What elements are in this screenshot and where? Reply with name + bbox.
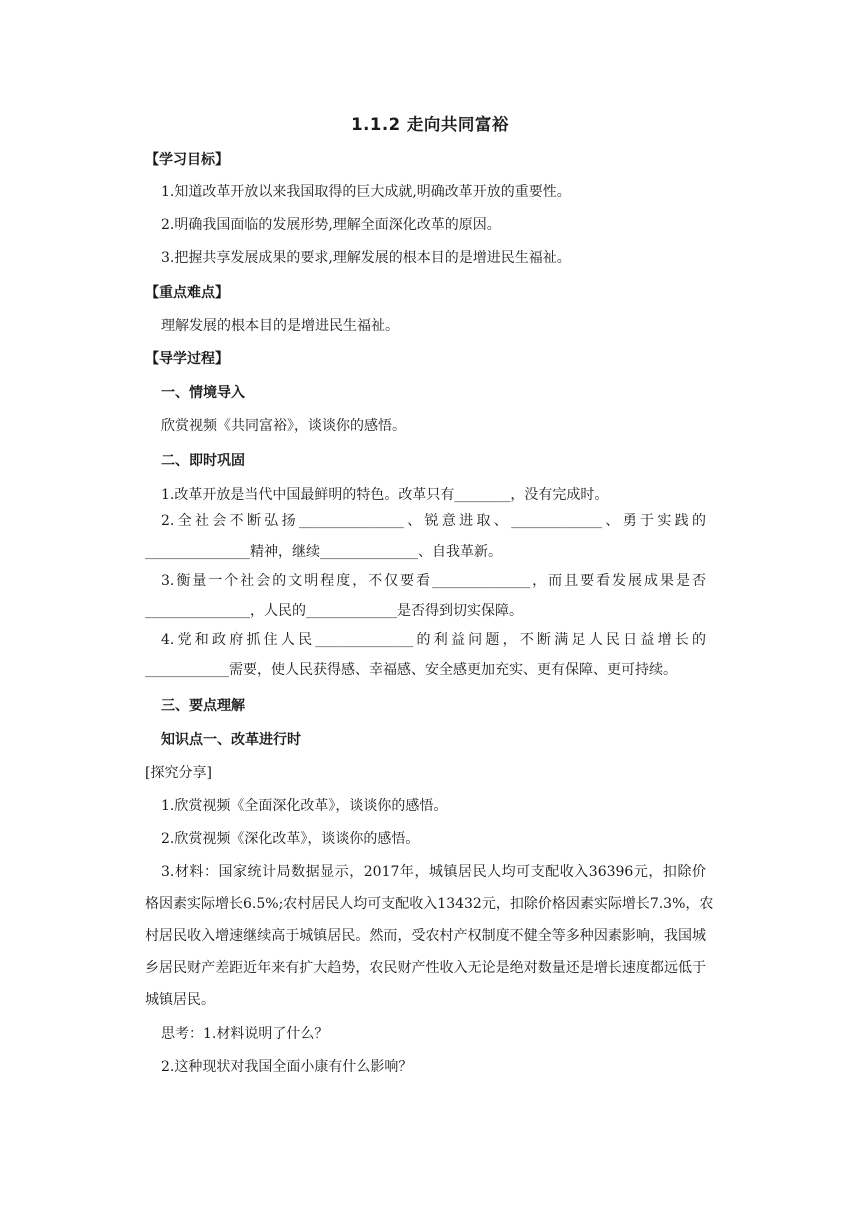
goal-item-3: 3.把握共享发展成果的要求,理解发展的根本目的是增进民生福祉。 [161,250,571,266]
part3-heading: 三、要点理解 [161,698,245,714]
question-4-line-1: 4.党和政府抓住人民______________的利益问题，不断满足人民日益增长的 [161,632,706,648]
question-2-line-1: 2.全社会不断弘扬_______________、锐意进取、_____________、勇于实践的 [161,513,706,529]
part1-text: 欣赏视频《共同富裕》，谈谈你的感悟。 [161,418,406,434]
goal-item-2: 2.明确我国面临的发展形势,理解全面深化改革的原因。 [161,217,501,233]
question-1: 1.改革开放是当代中国最鲜明的特色。改革只有________，没有完成时。 [161,487,609,503]
key-point-text: 理解发展的根本目的是增进民生福祉。 [161,318,399,334]
page-title: 1.1.2 走向共同富裕 [351,115,509,134]
goal-item-1: 1.知道改革开放以来我国取得的巨大成就,明确改革开放的重要性。 [161,184,571,200]
material-line-1: 3.材料：国家统计局数据显示，2017年，城镇居民人均可支配收入36396元，扣除价 [161,864,706,880]
think-question-2: 2.这种现状对我国全面小康有什么影响？ [161,1059,413,1075]
knowledge-point-1-heading: 知识点一、改革进行时 [161,732,301,748]
material-line-2: 格因素实际增长6.5%;农村居民人均可支配收入13432元，扣除价格因素实际增长7.3%，农 [145,896,714,912]
explore-item-1: 1.欣赏视频《全面深化改革》，谈谈你的感悟。 [161,798,448,814]
part1-heading: 一、情境导入 [161,385,245,401]
section-heading-key-points: 【重点难点】 [145,285,229,301]
material-line-5: 城镇居民。 [145,992,215,1008]
question-3-line-1: 3.衡量一个社会的文明程度，不仅要看______________，而且要看发展成果是否 [161,573,706,589]
part2-heading: 二、即时巩固 [161,453,245,469]
question-2-line-2: _______________精神，继续______________、自我革新。 [145,544,502,560]
material-line-4: 乡居民财产差距近年来有扩大趋势，农民财产性收入无论是绝对数量还是增长速度都远低于 [145,960,706,976]
material-line-3: 村居民收入增速继续高于城镇居民。然而，受农村产权制度不健全等多种因素影响，我国城 [145,928,706,944]
section-heading-guide: 【导学过程】 [145,351,229,367]
question-4-line-2: ____________需要，使人民获得感、幸福感、安全感更加充实、更有保障、更可持续。 [145,662,677,678]
section-heading-goals: 【学习目标】 [145,152,229,168]
explore-item-2: 2.欣赏视频《深化改革》，谈谈你的感悟。 [161,831,420,847]
explore-heading: [探究分享] [145,765,212,781]
think-question-1: 思考：1.材料说明了什么？ [161,1026,329,1042]
question-3-line-2: _______________，人民的_____________是否得到切实保障。 [145,603,523,619]
